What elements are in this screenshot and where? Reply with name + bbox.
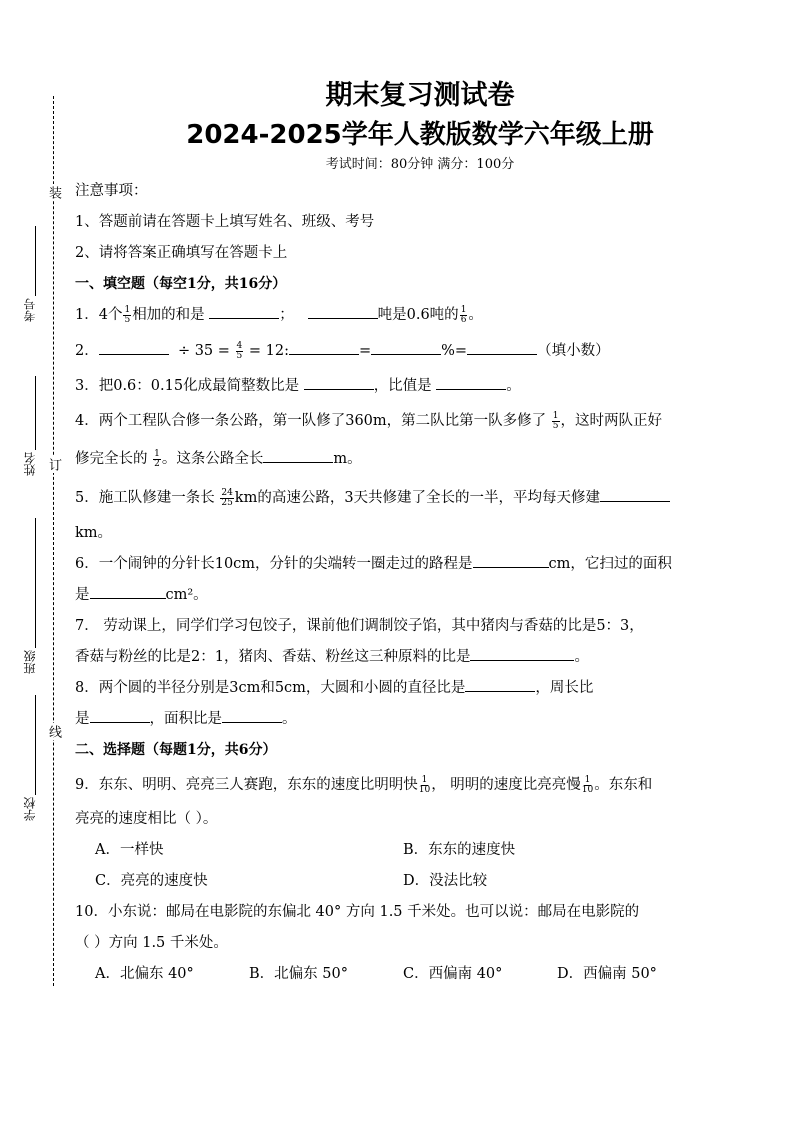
question-9: 9．东东、明明、亮亮三人赛跑，东东的速度比明明快 $\frac{1}{10}$ ， 明明的速度比亮亮慢 $\frac{1}{10}$ 。东东和 — [75, 774, 653, 795]
binding-word-ding: 订 — [46, 458, 61, 471]
note-item: 1、答题前请在答题卡上填写姓名、班级、考号 — [75, 214, 375, 230]
answer-blank[interactable] — [222, 708, 282, 723]
question-9-options-row1 — [75, 835, 735, 866]
section-heading-fill-in: 一、填空题（每空1分，共16分） — [75, 276, 287, 292]
fraction: $\frac{1}{5}$ — [552, 410, 559, 431]
answer-blank[interactable] — [263, 448, 333, 463]
fraction: $\frac{1}{6}$ — [460, 304, 467, 325]
question-4: 4．两个工程队合修一条公路，第一队修了360m，第二队比第一队多修了 $\frac{1}{5}$ ，这时两队正好 — [75, 410, 662, 431]
exam-content — [75, 76, 735, 990]
binding-word-zhuang: 装 — [46, 186, 61, 199]
question-9-cont: 亮亮的速度相比（ ）。 — [75, 811, 218, 827]
question-7-cont: 香菇与粉丝的比是2：1，猪肉、香菇、粉丝这三种原料的比是 。 — [75, 642, 735, 673]
page-title: 期末复习测试卷 — [325, 80, 515, 111]
answer-blank[interactable] — [465, 677, 535, 692]
notes-heading: 注意事项： — [75, 183, 148, 199]
section-heading-multiple-choice: 二、选择题（每题1分，共6分） — [75, 742, 277, 758]
note-item: 2、请将答案正确填写在答题卡上 — [75, 245, 288, 261]
question-3: 3．把0.6：0.15化成最简整数比是 ，比值是 。 — [75, 371, 735, 402]
fraction: $\frac{1}{10}$ — [581, 774, 594, 795]
option-a[interactable]: A．一样快 — [95, 842, 164, 858]
option-d[interactable]: D．没法比较 — [403, 873, 488, 889]
school-line[interactable] — [35, 695, 36, 795]
name-label: 姓名 — [23, 452, 37, 476]
answer-blank[interactable] — [304, 375, 374, 390]
answer-blank[interactable] — [90, 584, 166, 599]
question-6: 6．一个闹钟的分针长10cm，分针的尖端转一圈走过的路程是 cm，它扫过的面积 — [75, 549, 735, 580]
class-label: 班级 — [23, 650, 37, 674]
answer-blank[interactable] — [99, 340, 169, 355]
question-8: 8．两个圆的半径分别是3cm和5cm，大圆和小圆的直径比是 ，周长比 — [75, 673, 735, 704]
answer-blank[interactable] — [467, 340, 537, 355]
question-2: 2． ÷ 35 = $\frac{4}{5}$ = 12: = %= （填小数） — [75, 340, 610, 361]
fraction: $\frac{1}{2}$ — [154, 448, 160, 469]
exam-info: 考试时间：80分钟 满分：100分 — [325, 157, 515, 172]
question-9-options-row2 — [75, 866, 735, 897]
question-10: 10．小东说：邮局在电影院的东偏北 40° 方向 1.5 千米处。也可以说：邮局在电影院的 — [75, 904, 640, 920]
question-8-cont: 是 ，面积比是 。 — [75, 704, 735, 735]
question-4-cont: 修完全长的 $\frac{1}{2}$ 。这条公路全长 m。 — [75, 448, 362, 469]
binding-word-xian: 线 — [46, 725, 61, 738]
fraction: $\frac{1}{5}$ — [124, 304, 131, 325]
exam-number-label: 考号 — [23, 298, 37, 322]
name-line[interactable] — [35, 376, 36, 450]
answer-blank[interactable] — [473, 553, 549, 568]
class-line[interactable] — [35, 518, 36, 648]
question-6-cont: 是 cm²。 — [75, 580, 735, 611]
fraction: $\frac{1}{10}$ — [418, 774, 431, 795]
question-5: 5．施工队修建一条长 $\frac{24}{25}$ km的高速公路，3天共修建了全长的一半，平均每天修建 — [75, 478, 735, 518]
answer-blank[interactable] — [209, 304, 279, 319]
option-b[interactable]: B．北偏东 50° — [249, 966, 348, 982]
answer-blank[interactable] — [90, 708, 150, 723]
fraction: $\frac{4}{5}$ — [236, 340, 243, 361]
exam-number-line[interactable] — [35, 226, 36, 296]
question-5-cont: km。 — [75, 525, 113, 541]
question-7: 7． 劳动课上，同学们学习包饺子，课前他们调制饺子馅，其中猪肉与香菇的比是5：3， — [75, 618, 644, 634]
page-subtitle: 2024-2025学年人教版数学六年级上册 — [186, 120, 654, 150]
answer-blank[interactable] — [470, 646, 574, 661]
binding-strip — [0, 0, 70, 1123]
answer-blank[interactable] — [308, 304, 378, 319]
binding-dashed-line — [53, 96, 54, 986]
question-10-cont: （ ）方向 1.5 千米处。 — [75, 935, 228, 951]
school-label: 学校 — [23, 797, 37, 821]
option-a[interactable]: A．北偏东 40° — [95, 966, 194, 982]
option-c[interactable]: C．亮亮的速度快 — [95, 873, 208, 889]
option-b[interactable]: B．东东的速度快 — [403, 842, 516, 858]
option-c[interactable]: C．西偏南 40° — [403, 966, 503, 982]
fraction: $\frac{24}{25}$ — [221, 487, 233, 508]
answer-blank[interactable] — [436, 375, 506, 390]
option-d[interactable]: D．西偏南 50° — [557, 966, 657, 982]
question-1: 1．4个 $\frac{1}{5}$ 相加的和是 ； 吨是0.6吨的 $\frac{1}{6}$ 。 — [75, 304, 483, 325]
answer-blank[interactable] — [289, 340, 359, 355]
answer-blank[interactable] — [371, 340, 441, 355]
question-10-options — [75, 959, 735, 990]
answer-blank[interactable] — [600, 487, 670, 502]
